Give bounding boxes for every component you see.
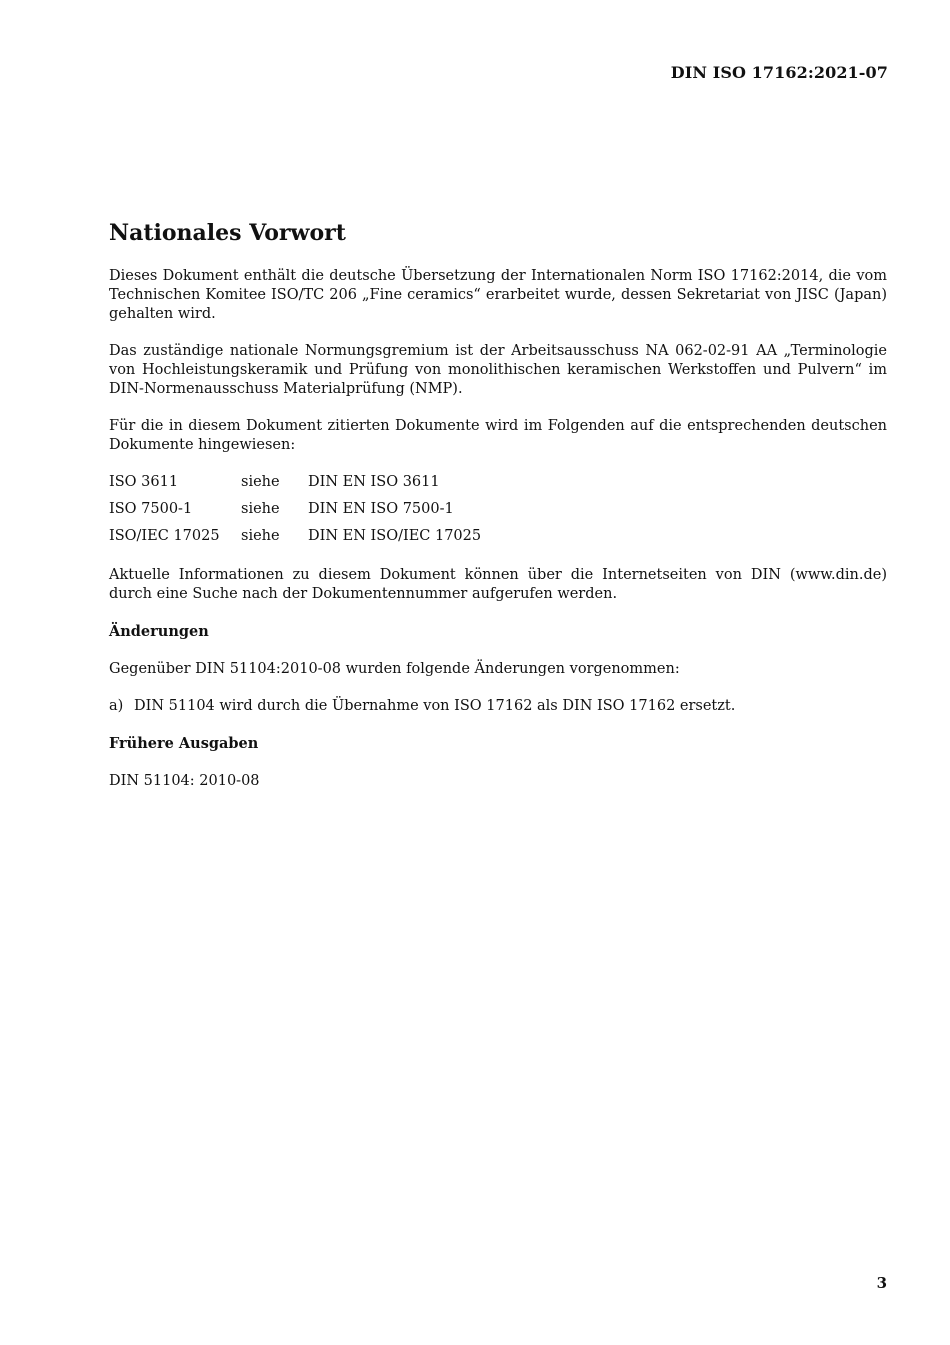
paragraph-committee-info: Das zuständige nationale Normungsgremium ist der Arbeitsausschuss NA 062-02-91 AA „Terminologie von Hochleistungskeramik und Prüfung von monolithischen keramischen Werkstoffen und Pulvern“ im DIN-Normenausschuss Materialprüfung (NMP). (109, 343, 887, 397)
reference-international: ISO 7500-1 (109, 501, 193, 517)
reference-international: ISO/IEC 17025 (109, 528, 220, 544)
changes-heading: Änderungen (109, 623, 209, 640)
reference-table (109, 469, 481, 550)
reference-row (109, 469, 481, 496)
changes-intro: Gegenüber DIN 51104:2010-08 wurden folgende Änderungen vorgenommen: (109, 661, 680, 677)
paragraph-translation-info: Dieses Dokument enthält die deutsche Übersetzung der Internationalen Norm ISO 17162:2014, die vom Technischen Komitee ISO/TC 206 „Fine ceramics“ erarbeitet wurde, dessen Sekretariat von JISC (Japan) gehalten wird. (109, 268, 887, 322)
section-title: Nationales Vorwort (109, 220, 346, 246)
reference-relation: siehe (241, 501, 280, 517)
content-area (109, 219, 887, 809)
reference-national: DIN EN ISO 7500-1 (308, 501, 454, 517)
list-marker: a) (109, 698, 124, 714)
paragraph-online-info: Aktuelle Informationen zu diesem Dokument können über die Internetseiten von DIN (www.din.de) durch eine Suche nach der Dokumentennummer aufgerufen werden. (109, 567, 887, 602)
paragraph-references-intro: Für die in diesem Dokument zitierten Dokumente wird im Folgenden auf die entsprechenden deutschen Dokumente hingewiesen: (109, 418, 887, 453)
page-number: 3 (876, 1274, 887, 1292)
previous-editions-text: DIN 51104: 2010-08 (109, 773, 260, 789)
list-item (109, 697, 887, 716)
reference-row (109, 496, 481, 523)
reference-national: DIN EN ISO/IEC 17025 (308, 528, 482, 544)
reference-relation: siehe (241, 474, 280, 490)
previous-editions-heading: Frühere Ausgaben (109, 735, 259, 752)
reference-relation: siehe (241, 528, 280, 544)
reference-international: ISO 3611 (109, 474, 179, 490)
reference-national: DIN EN ISO 3611 (308, 474, 440, 490)
list-item-text: DIN 51104 wird durch die Übernahme von ISO 17162 als DIN ISO 17162 ersetzt. (134, 698, 736, 714)
document-id-header: DIN ISO 17162:2021-07 (670, 63, 888, 82)
reference-row (109, 523, 481, 550)
